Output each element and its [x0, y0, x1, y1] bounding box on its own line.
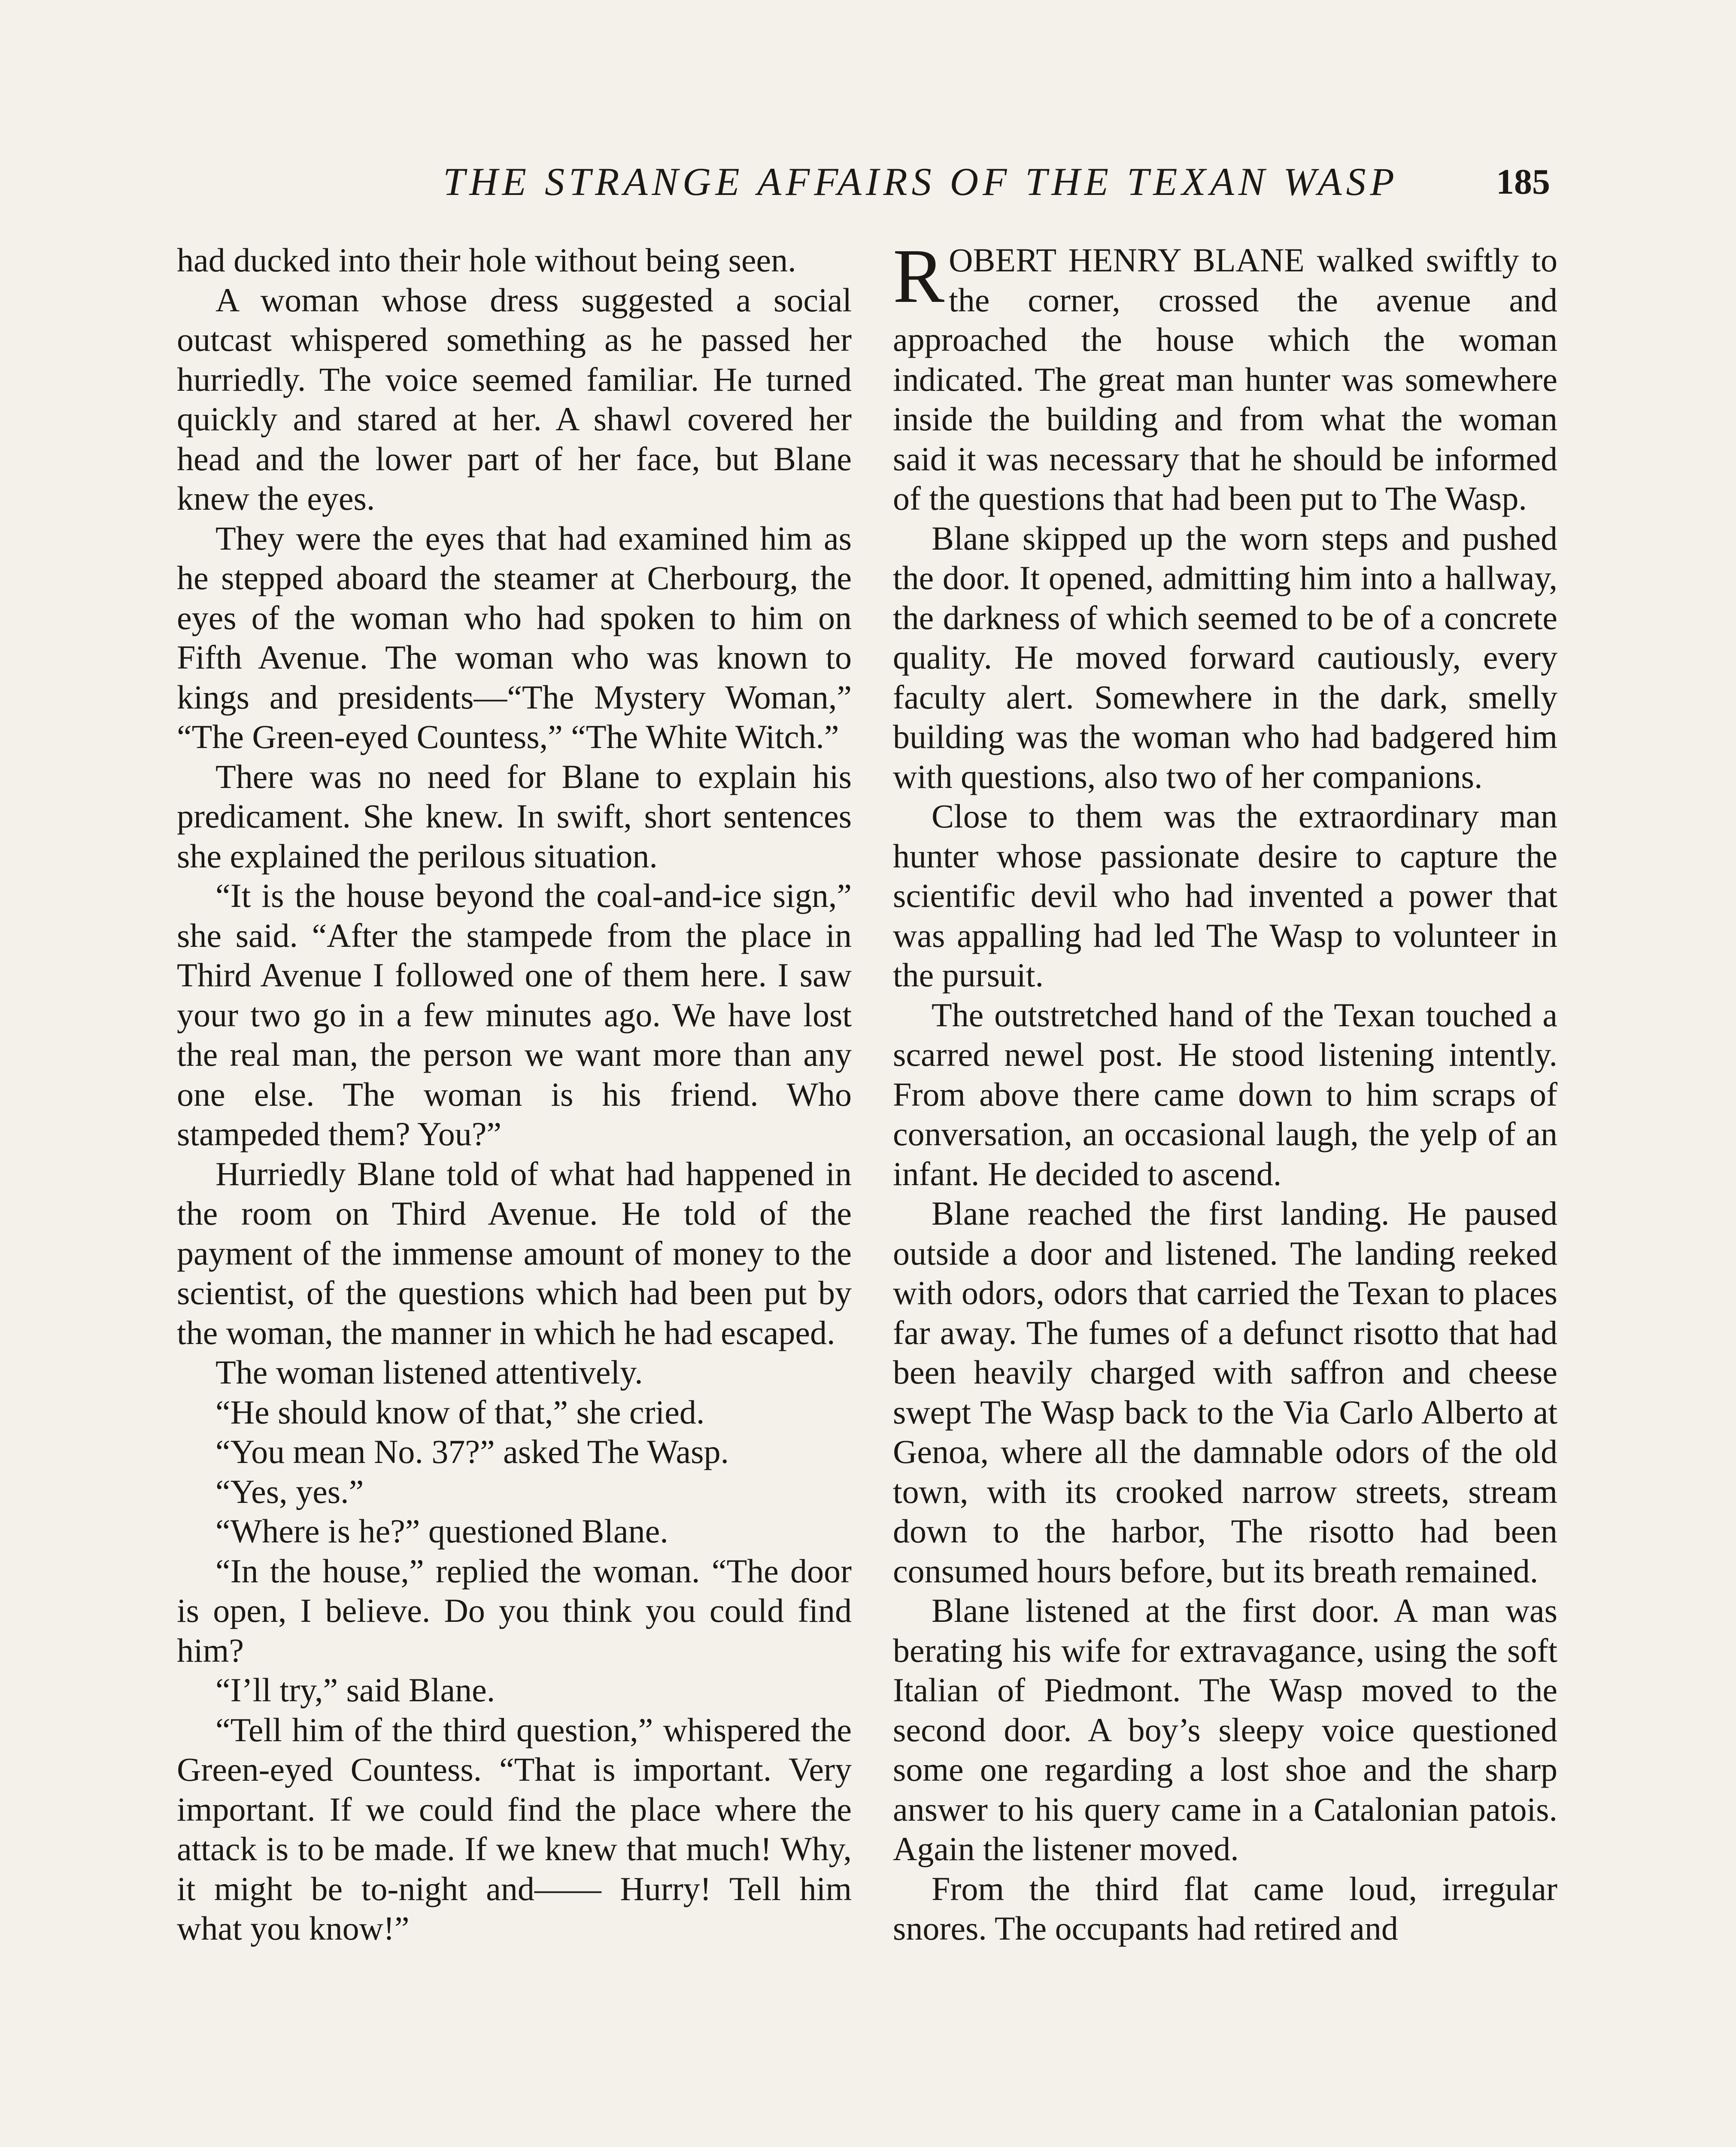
- paragraph: Blane listened at the first door. A man was berating his wife for extravagance, using the soft Italian of Piedmont. The Wasp moved to the second door. A boy’s sleepy voice questioned some one regarding a lost shoe and the sharp answer to his query came in a Catalonian patois. Again the listener moved.: [893, 1592, 1557, 1867]
- paragraph: They were the eyes that had examined him as he stepped aboard the steamer at Cherbourg, the eyes of the woman who had spoken to him on Fifth Avenue. The woman who was known to kings and presidents—“The Mystery Woman,” “The Green-eyed Countess,” “The White Witch.”: [177, 519, 852, 755]
- paragraph: The outstretched hand of the Texan touched a scarred newel post. He stood listening intently. From above there came down to him scraps of conversation, an occasional laugh, the yelp of an infant. He decided to ascend.: [893, 996, 1557, 1192]
- paragraph: There was no need for Blane to explain his predicament. She knew. In swift, short sentences she explained the perilous situation.: [177, 757, 852, 875]
- paragraph: Blane skipped up the worn steps and pushed the door. It opened, admitting him into a hallway, the darkness of which seemed to be of a concrete quality. He moved forward cautiously, every faculty alert. Somewhere in the dark, smelly building was the woman who had badgered him with questions, also two of her companions.: [893, 519, 1557, 795]
- opening-text: OBERT HENRY BLANE walked swiftly to the corner, crossed the avenue and approached the house which the woman indicated. The great man hunter was somewhere inside the building and from what the woman said it was necessary that he should be informed of the questions that had been put to The Wasp.: [893, 241, 1557, 517]
- paragraph: Hurriedly Blane told of what had happened in the room on Third Avenue. He told of the payment of the immense amount of money to the scientist, of the questions which had been put by the woman, the manner in which he had escaped.: [177, 1155, 852, 1351]
- paragraph: “Where is he?” questioned Blane.: [215, 1512, 668, 1550]
- paragraph: From the third flat came loud, irregular snores. The occupants had retired and: [893, 1870, 1557, 1947]
- paragraph: “Tell him of the third question,” whispered the Green-eyed Countess. “That is important. Very important. If we could find the place where the attack is to be made. If we knew that much! Why, it might be to-night and—— Hurry! Tell him what you know!”: [177, 1711, 852, 1947]
- paragraph: Blane reached the first landing. He paused outside a door and listened. The landing reeked with odors, odors that carried the Texan to places far away. The fumes of a defunct risotto that had been heavily charged with saffron and cheese swept The Wasp back to the Via Carlo Alberto at Genoa, where all the damnable odors of the old town, with its crooked narrow streets, stream down to the harbor, The risotto had been consumed hours before, but its breath remained.: [893, 1195, 1557, 1590]
- paragraph: “Yes, yes.”: [215, 1472, 364, 1510]
- paragraph: “I’ll try,” said Blane.: [215, 1671, 495, 1709]
- paragraph: “He should know of that,” she cried.: [215, 1393, 705, 1431]
- paragraph: had ducked into their hole without being seen.: [177, 241, 796, 279]
- page-number: 185: [1496, 162, 1550, 202]
- paragraph: The woman listened attentively.: [215, 1353, 643, 1391]
- left-column: [177, 240, 852, 1949]
- paragraph: “In the house,” replied the woman. “The door is open, I believe. Do you think you could find him?: [177, 1552, 852, 1669]
- paragraph: “It is the house beyond the coal-and-ice sign,” she said. “After the stampede from the place in Third Avenue I followed one of them here. I saw your two go in a few minutes ago. We have lost the real man, the person we want more than any one else. The woman is his friend. Who stampeded them? You?”: [177, 877, 852, 1153]
- running-head-title: THE STRANGE AFFAIRS OF THE TEXAN WASP: [443, 160, 1399, 204]
- right-column: [893, 233, 1557, 1949]
- paragraph: Close to them was the extraordinary man hunter whose passionate desire to capture the scientific devil who had invented a power that was appalling had led The Wasp to volunteer in the pursuit.: [893, 797, 1557, 994]
- opening-paragraph: [893, 233, 1557, 519]
- paragraph: A woman whose dress suggested a social outcast whispered something as he passed her hurriedly. The voice seemed familiar. He turned quickly and stared at her. A shawl covered her head and the lower part of her face, but Blane knew the eyes.: [177, 281, 852, 517]
- drop-cap: R: [893, 233, 945, 319]
- paragraph: “You mean No. 37?” asked The Wasp.: [215, 1433, 729, 1470]
